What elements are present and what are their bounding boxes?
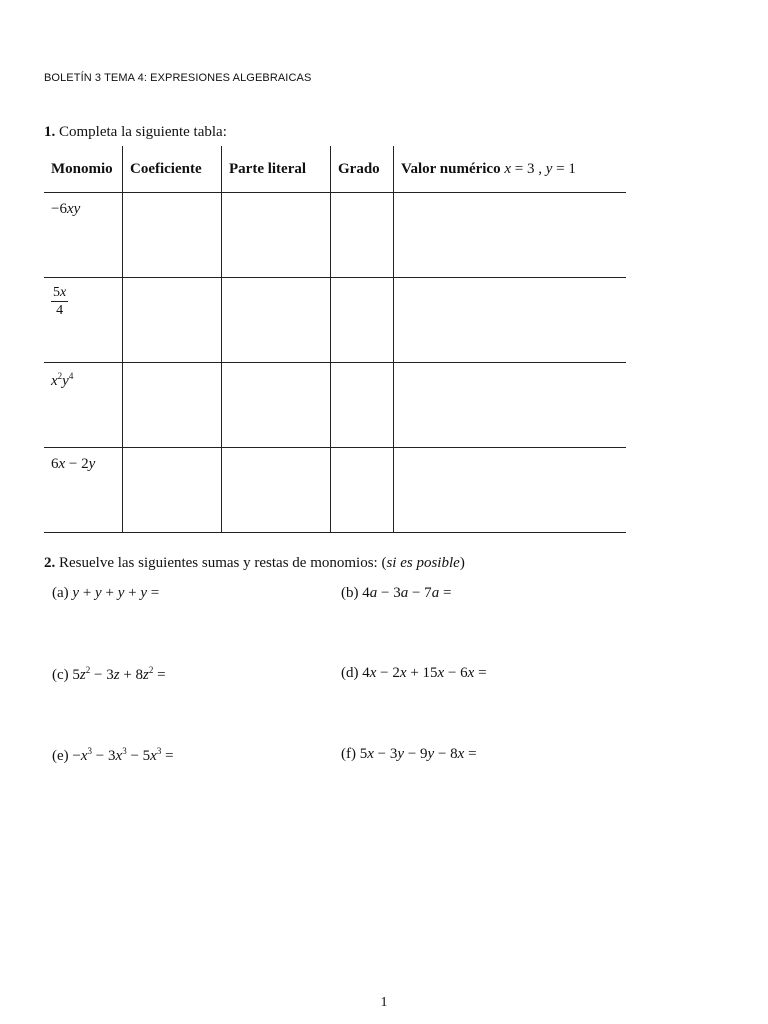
coeficiente-cell[interactable] [123,448,222,533]
header-coeficiente: Coeficiente [123,146,222,193]
header-valor-numerico [394,146,627,193]
grado-cell[interactable] [331,363,394,448]
exercise-expr: $5z^2 - 3z + 8z^2$ = [72,665,166,683]
coeficiente-cell[interactable] [123,193,222,278]
exercise-f [341,746,477,763]
grado-cell[interactable] [331,448,394,533]
header-parte-literal: Parte literal [222,146,331,193]
coeficiente-cell[interactable] [123,363,222,448]
monomio-cell [44,363,123,448]
exercise-label: (c) [52,667,69,683]
exercise-expr: 4a − 3a − 7a = [362,585,452,601]
question-2-number: 2. [44,555,56,571]
monomio-expr: 6x − 2y [51,456,96,472]
table-header-row [44,146,626,193]
grado-cell[interactable] [331,278,394,363]
document-header: BOLETÍN 3 TEMA 4: EXPRESIONES ALGEBRAICAS [44,72,312,84]
table-row [44,363,626,448]
valor-numerico-cell[interactable] [394,193,627,278]
header-grado: Grado [331,146,394,193]
coeficiente-cell[interactable] [123,278,222,363]
exercise-d [341,665,487,682]
parte-literal-cell[interactable] [222,448,331,533]
monomio-cell [44,448,123,533]
table-row [44,448,626,533]
parte-literal-cell[interactable] [222,278,331,363]
exercise-label: (b) [341,585,359,601]
exercise-label: (e) [52,748,69,764]
parte-literal-cell[interactable] [222,193,331,278]
monomial-table [44,146,626,533]
exercise-e [52,746,174,765]
exercise-expr: y + y + y + y = [72,585,160,601]
question-1-number: 1. [44,124,56,140]
exercise-label: (d) [341,665,359,681]
exercise-label: (a) [52,585,69,601]
monomio-fraction: $\frac{5x}{4}$ [53,285,67,318]
exercise-a [52,585,159,602]
grado-cell[interactable] [331,193,394,278]
valor-numerico-cell[interactable] [394,278,627,363]
question-1-text: Completa la siguiente tabla: [59,124,227,140]
monomio-cell [44,278,123,363]
header-monomio: Monomio [44,146,123,193]
valor-numerico-cell[interactable] [394,363,627,448]
valor-numerico-cell[interactable] [394,448,627,533]
page-number: 1 [380,995,388,1010]
exercise-expr: 4x − 2x + 15x − 6x = [362,665,487,681]
question-1 [44,124,227,141]
header-valor-numerico-label: Valor numérico [401,160,501,177]
monomio-expr: $x^2y^4$ [51,371,74,389]
table-row [44,193,626,278]
monomio-cell [44,193,123,278]
exercise-label: (f) [341,746,356,762]
exercise-b [341,585,451,602]
table-row [44,278,626,363]
parte-literal-cell[interactable] [222,363,331,448]
question-2-text: Resuelve las siguientes sumas y restas de monomios: [59,555,378,571]
exercise-expr: $-x^3 - 3x^3 - 5x^3$ = [72,746,174,764]
monomio-expr: −6xy [51,201,81,217]
question-2: 2. Resuelve las siguientes sumas y restas de monomios: (si es posible) [44,555,465,571]
exercise-expr: 5x − 3y − 9y − 8x = [359,746,477,762]
exercise-c [52,665,166,684]
value-condition: x = 3 , y = 1 [504,160,576,177]
question-2-note: si es posible [386,555,460,571]
